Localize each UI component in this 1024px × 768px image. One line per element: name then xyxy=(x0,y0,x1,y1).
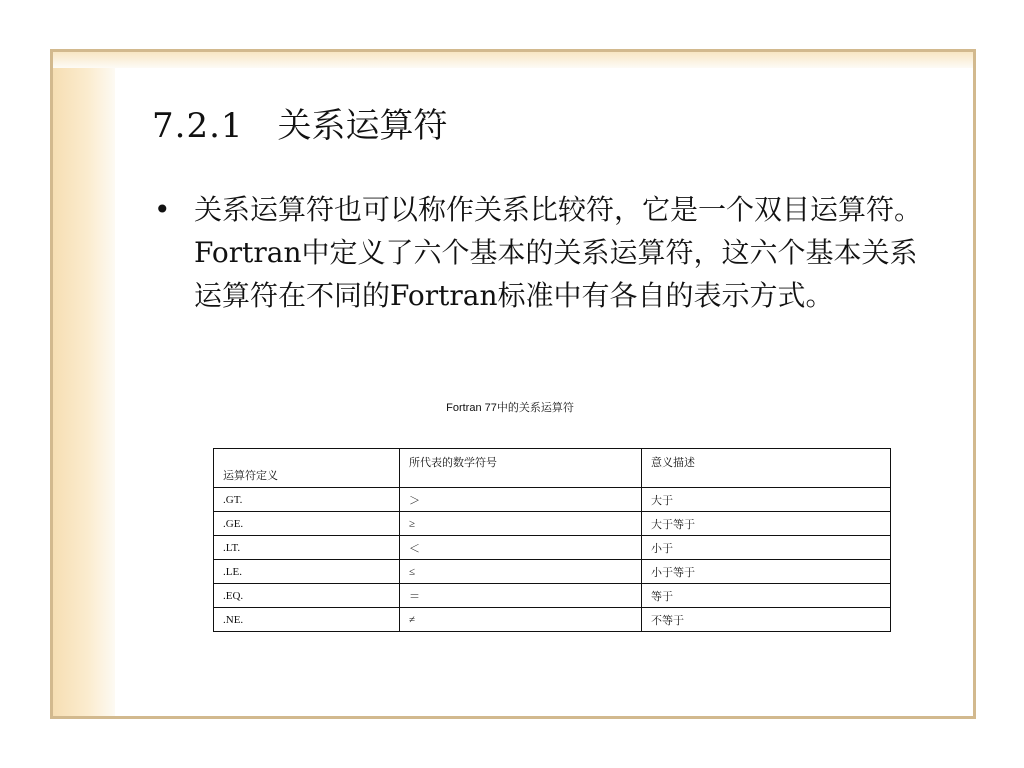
cell-meaning: 小于等于 xyxy=(642,560,891,584)
cell-symbol: ≥ xyxy=(400,512,642,536)
cell-meaning: 不等于 xyxy=(642,608,891,632)
frame-glow-left xyxy=(53,52,117,716)
table-row xyxy=(214,488,891,512)
frame-glow-top xyxy=(53,52,973,68)
bullet-dot-icon: • xyxy=(154,193,171,226)
cell-operator: .NE. xyxy=(214,608,400,632)
cell-operator: .EQ. xyxy=(214,584,400,608)
cell-symbol: ≤ xyxy=(400,560,642,584)
cell-operator: .GT. xyxy=(214,488,400,512)
cell-symbol: ＝ xyxy=(400,584,642,608)
cell-operator: .LT. xyxy=(214,536,400,560)
operators-table xyxy=(213,448,891,632)
cell-meaning: 小于 xyxy=(642,536,891,560)
header-meaning: 意义描述 xyxy=(642,449,891,488)
table-row xyxy=(214,608,891,632)
cell-meaning: 大于 xyxy=(642,488,891,512)
cell-symbol: ＜ xyxy=(400,536,642,560)
title-text: 关系运算符 xyxy=(277,106,448,146)
cell-meaning: 等于 xyxy=(642,584,891,608)
cell-meaning: 大于等于 xyxy=(642,512,891,536)
cell-operator: .GE. xyxy=(214,512,400,536)
table-row xyxy=(214,512,891,536)
bullet-text: 关系运算符也可以称作关系比较符，它是一个双目运算符。Fortran中定义了六个基本的关系运算符，这六个基本关系运算符在不同的Fortran标准中有各自的表示方式。 xyxy=(194,193,923,312)
table-row xyxy=(214,560,891,584)
table-row xyxy=(214,584,891,608)
cell-symbol: ≠ xyxy=(400,608,642,632)
header-operator-definition: 运算符定义 xyxy=(214,449,400,488)
header-math-symbol: 所代表的数学符号 xyxy=(400,449,642,488)
table-header-row xyxy=(214,449,891,488)
cell-symbol: ＞ xyxy=(400,488,642,512)
table-row xyxy=(214,536,891,560)
cell-operator: .LE. xyxy=(214,560,400,584)
slide-title xyxy=(152,98,448,147)
title-number: 7.2.1 xyxy=(152,106,244,146)
table-caption: Fortran 77中的关系运算符 xyxy=(446,402,574,414)
